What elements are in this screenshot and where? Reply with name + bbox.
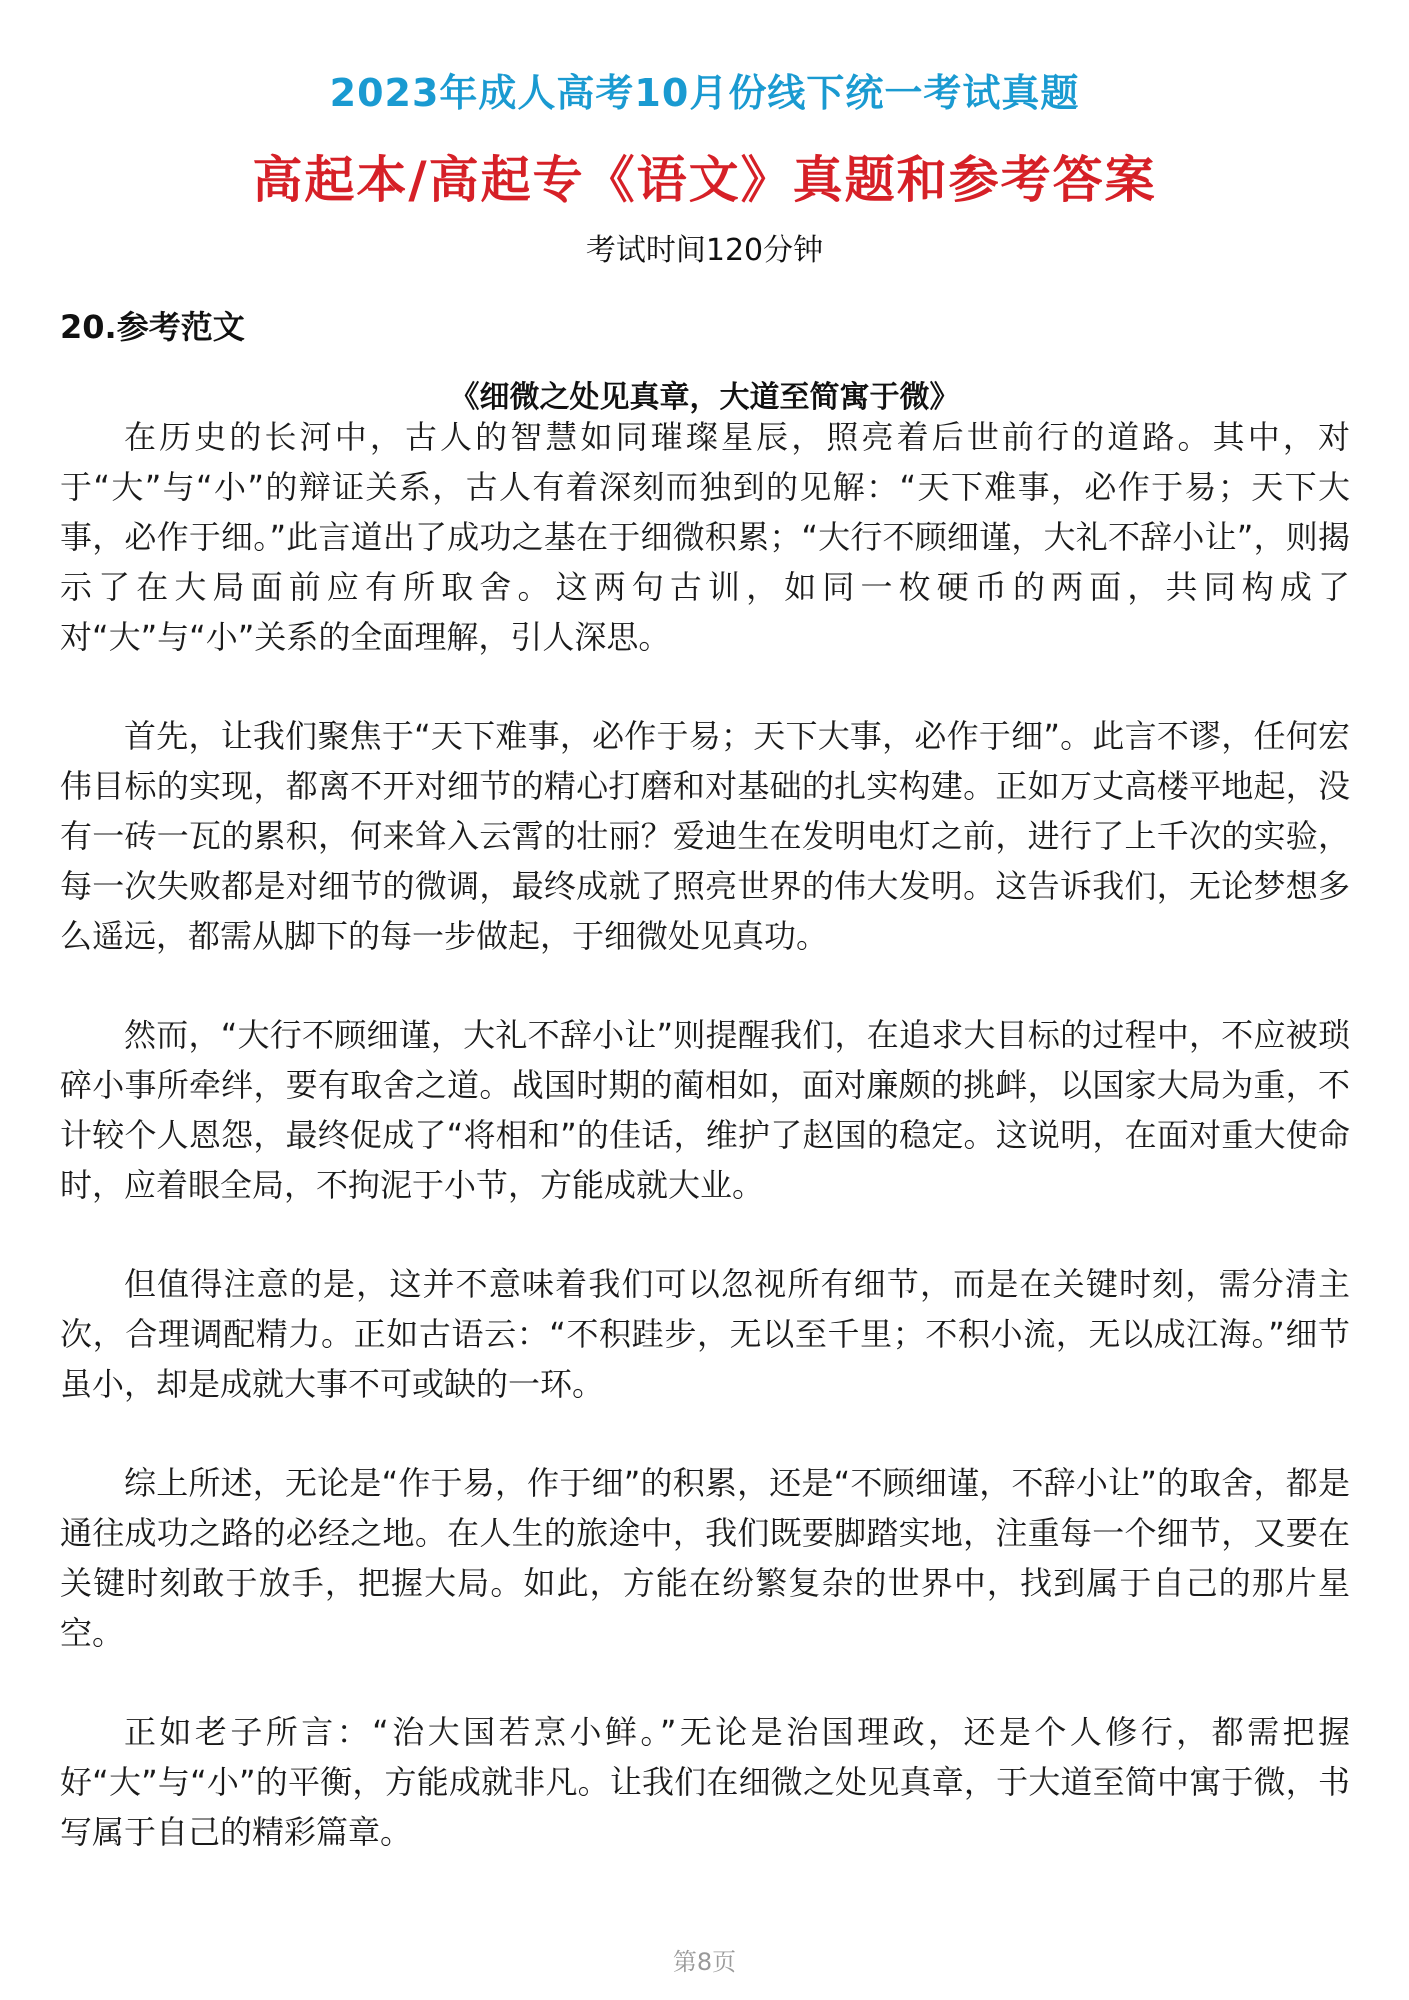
essay-paragraph: 正如老子所言：“治大国若烹小鲜。”无论是治国理政，还是个人修行，都需把握好“大”与“小”的平衡，方能成就非凡。让我们在细微之处见真章，于大道至简中寓于微，书写属于自己的精彩篇章。 [60, 1713, 1350, 1851]
essay-paragraph: 首先，让我们聚焦于“天下难事，必作于易；天下大事，必作于细”。此言不谬，任何宏伟目标的实现，都离不开对细节的精心打磨和对基础的扎实构建。正如万丈高楼平地起，没有一砖一瓦的累积，何来耸入云霄的壮丽？爱迪生在发明电灯之前，进行了上千次的实验，每一次失败都是对细节的微调，最终成就了照亮世界的伟大发明。这告诉我们，无论梦想多么遥远，都需从脚下的每一步做起，于细微处见真功。 [60, 717, 1350, 955]
essay-paragraph: 综上所述，无论是“作于易，作于细”的积累，还是“不顾细谨，不辞小让”的取舍，都是通往成功之路的必经之地。在人生的旅途中，我们既要脚踏实地，注重每一个细节，又要在关键时刻敢于放手，把握大局。如此，方能在纷繁复杂的世界中，找到属于自己的那片星空。 [60, 1464, 1350, 1652]
essay-paragraph: 但值得注意的是，这并不意味着我们可以忽视所有细节，而是在关键时刻，需分清主次，合理调配精力。正如古语云：“不积跬步，无以至千里；不积小流，无以成江海。”细节虽小，却是成就大事不可或缺的一环。 [60, 1265, 1350, 1403]
essay-paragraph: 然而，“大行不顾细谨，大礼不辞小让”则提醒我们，在追求大目标的过程中，不应被琐碎小事所牵绊，要有取舍之道。战国时期的蔺相如，面对廉颇的挑衅，以国家大局为重，不计较个人恩怨，最终促成了“将相和”的佳话，维护了赵国的稳定。这说明，在面对重大使命时，应着眼全局，不拘泥于小节，方能成就大业。 [60, 1016, 1350, 1204]
subject-title: 高起本/高起专《语文》真题和参考答案 [252, 151, 1157, 209]
essay-paragraph: 在历史的长河中，古人的智慧如同璀璨星辰，照亮着后世前行的道路。其中，对于“大”与“小”的辩证关系，古人有着深刻而独到的见解：“天下难事，必作于易；天下大事，必作于细。”此言道出了成功之基在于细微积累；“大行不顾细谨，大礼不辞小让”，则揭示了在大局面前应有所取舍。这两句古训，如同一枚硬币的两面，共同构成了对“大”与“小”关系的全面理解，引人深思。 [60, 418, 1350, 656]
exam-title: 2023年成人高考10月份线下统一考试真题 [329, 71, 1080, 115]
essay-title: 《细微之处见真章，大道至简寓于微》 [449, 380, 960, 415]
exam-duration: 考试时间120分钟 [585, 233, 824, 268]
question-label: 20.参考范文 [60, 308, 245, 346]
page-number: 第8页 [672, 1948, 737, 1976]
essay-body [60, 412, 1350, 1857]
